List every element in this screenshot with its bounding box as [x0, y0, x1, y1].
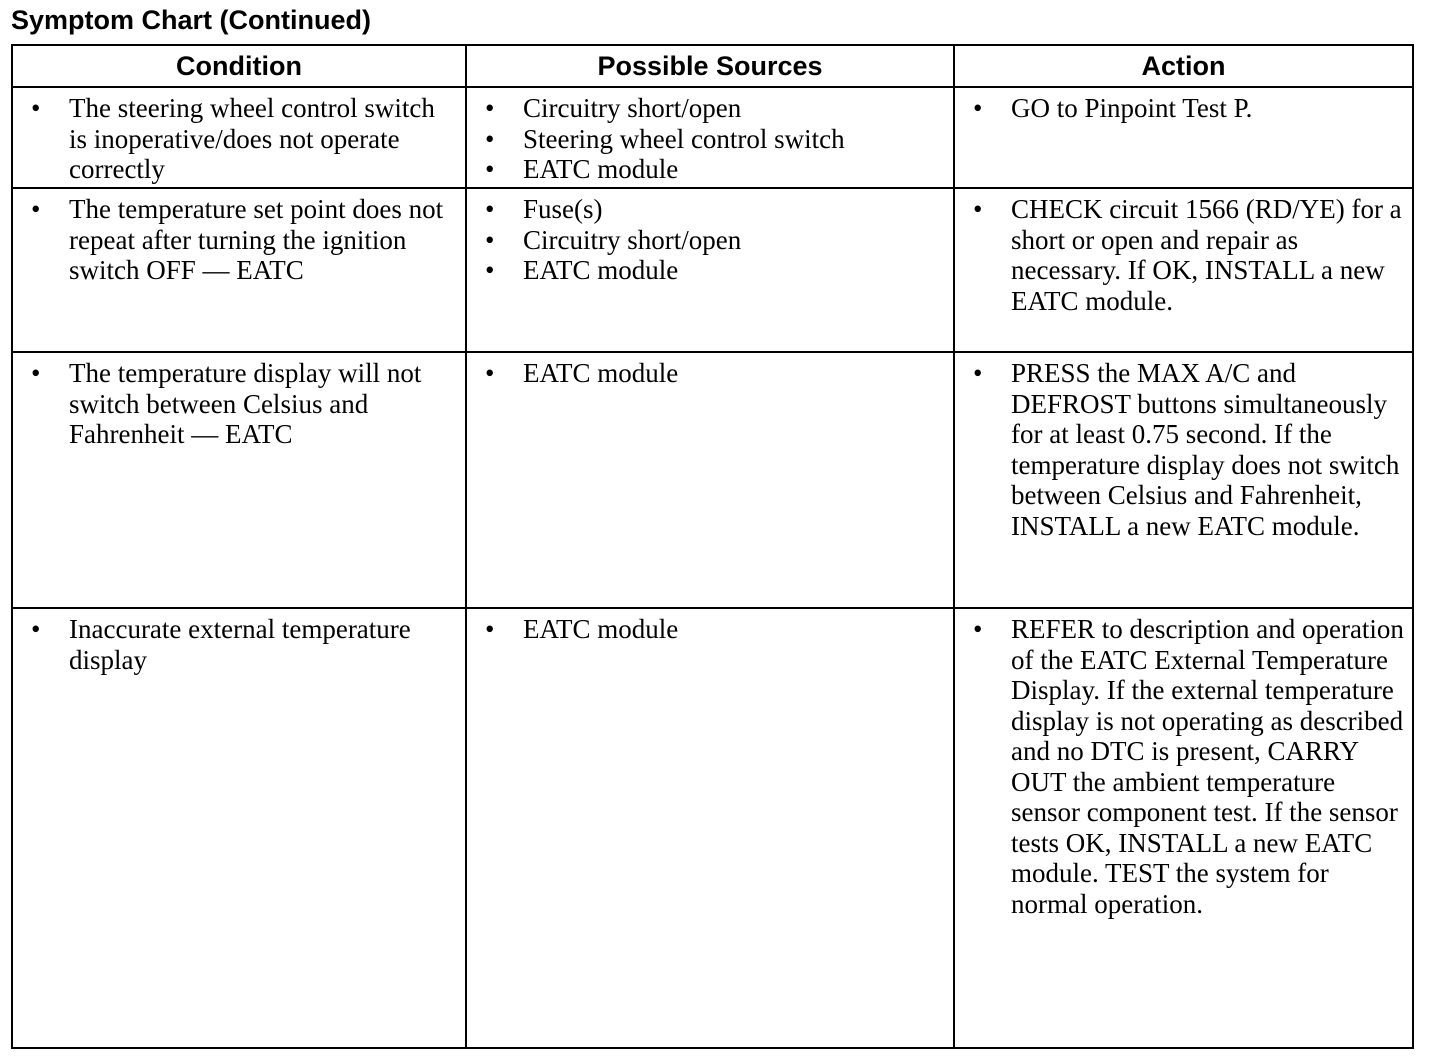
action-cell	[954, 608, 1413, 1048]
table-row	[12, 608, 1413, 1048]
sources-cell	[466, 352, 954, 608]
source-item: • Steering wheel control switch	[477, 124, 947, 155]
action-cell	[954, 352, 1413, 608]
action-text: • PRESS the MAX A/C and DEFROST buttons simultaneously for at least 0.75 second. If the temperature display does not switch between Celsius and Fahrenheit, INSTALL a new EATC module.	[965, 358, 1406, 541]
header-row	[12, 45, 1413, 87]
condition-cell	[12, 608, 466, 1048]
condition-text: • The temperature set point does not repeat after turning the ignition switch OFF — EATC	[23, 194, 459, 286]
source-item: • Circuitry short/open	[477, 225, 947, 256]
source-item: • EATC module	[477, 154, 947, 185]
header-possible-sources: Possible Sources	[466, 45, 954, 87]
action-cell	[954, 87, 1413, 188]
condition-cell	[12, 87, 466, 188]
action-text: • CHECK circuit 1566 (RD/YE) for a short or open and repair as necessary. If OK, INSTALL a new EATC module.	[965, 194, 1406, 316]
condition-text: • Inaccurate external temperature display	[23, 614, 459, 675]
sources-cell	[466, 608, 954, 1048]
condition-cell	[12, 352, 466, 608]
source-item: • EATC module	[477, 255, 947, 286]
source-item: • Fuse(s)	[477, 194, 947, 225]
sources-cell	[466, 188, 954, 352]
table-row	[12, 87, 1413, 188]
table-row	[12, 352, 1413, 608]
condition-cell	[12, 188, 466, 352]
action-text: • REFER to description and operation of the EATC External Temperature Display. If the external temperature display is not operating as described and no DTC is present, CARRY OUT the ambient temperature sensor component test. If the sensor tests OK, INSTALL a new EATC module. TEST the system for normal operation.	[965, 614, 1406, 919]
header-action: Action	[954, 45, 1413, 87]
source-item: • EATC module	[477, 358, 947, 389]
source-item: • EATC module	[477, 614, 947, 645]
action-cell	[954, 188, 1413, 352]
sources-cell	[466, 87, 954, 188]
table-row	[12, 188, 1413, 352]
condition-text: • The steering wheel control switch is inoperative/does not operate correctly	[23, 93, 459, 185]
source-item: • Circuitry short/open	[477, 93, 947, 124]
chart-title: Symptom Chart (Continued)	[11, 5, 371, 35]
action-text: • GO to Pinpoint Test P.	[965, 93, 1406, 124]
header-condition: Condition	[12, 45, 466, 87]
symptom-chart-table	[11, 44, 1414, 1049]
condition-text: • The temperature display will not switch between Celsius and Fahrenheit — EATC	[23, 358, 459, 450]
